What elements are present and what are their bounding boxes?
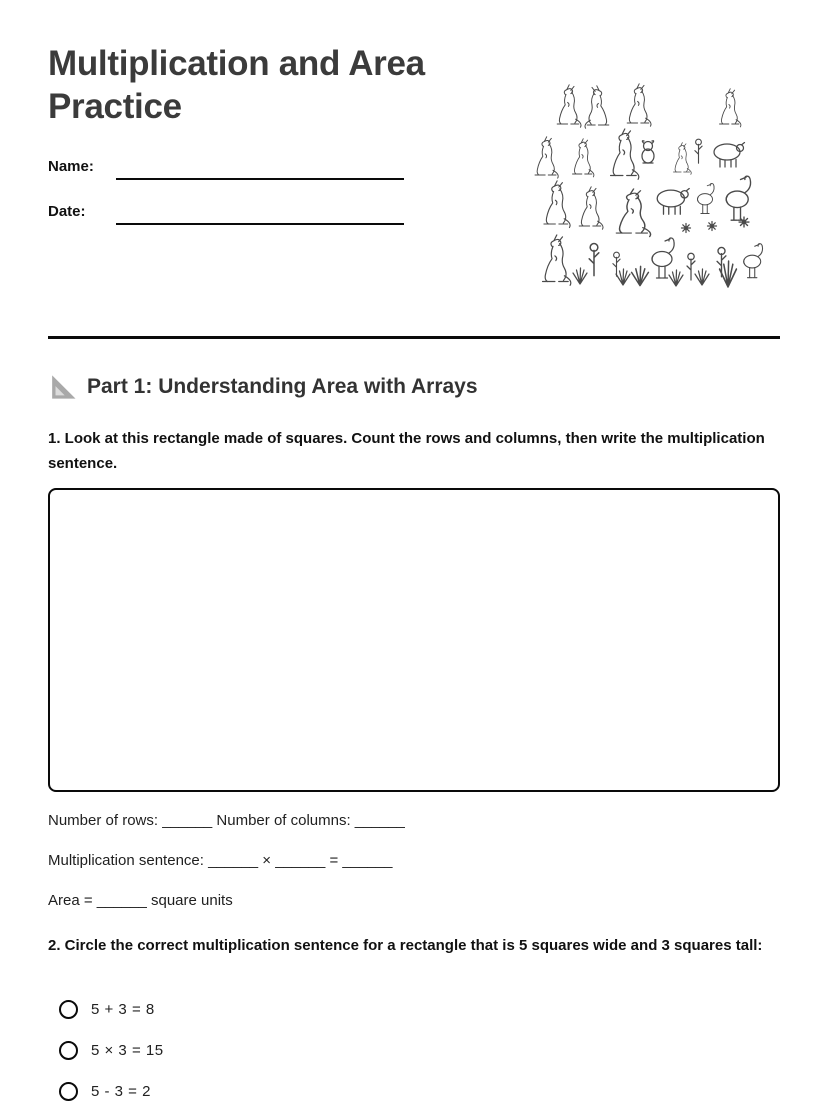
- question2-prompt: 2. Circle the correct multiplication sentence for a rectangle that is 5 squares wide and 3 squares tall:: [48, 937, 763, 954]
- multiplication-sentence-blank-line: Multiplication sentence: ______ × ______ = ______: [48, 852, 393, 869]
- set-square-icon: [48, 372, 78, 402]
- area-blank-line: Area = ______ square units: [48, 892, 233, 909]
- name-field-row: [48, 158, 116, 182]
- radio-circle-icon[interactable]: [59, 1082, 78, 1101]
- radio-circle-icon[interactable]: [59, 1041, 78, 1060]
- part1-heading: [48, 372, 478, 402]
- animals-sketch-illustration: [528, 76, 770, 288]
- part1-heading-text: Part 1: Understanding Area with Arrays: [87, 375, 478, 398]
- question1-prompt: 1. Look at this rectangle made of squares. Count the rows and columns, then write the multiplication sentence.: [48, 430, 765, 472]
- date-write-line: [116, 223, 404, 225]
- array-rectangle-box: [48, 488, 780, 792]
- name-label: Name:: [48, 158, 94, 175]
- question2-option-3[interactable]: [59, 1079, 151, 1103]
- date-label: Date:: [48, 203, 86, 220]
- rows-columns-blank-line: Number of rows: ______ Number of columns: ______: [48, 812, 405, 829]
- section-divider: [48, 336, 780, 339]
- page-title: Multiplication and Area Practice: [48, 44, 425, 126]
- question2-option-2[interactable]: [59, 1038, 164, 1062]
- option-label: 5 + 3 = 8: [91, 1000, 155, 1018]
- name-write-line: [116, 178, 404, 180]
- question2-option-1[interactable]: [59, 997, 155, 1021]
- date-field-row: [48, 203, 116, 227]
- option-label: 5 - 3 = 2: [91, 1082, 151, 1100]
- option-label: 5 × 3 = 15: [91, 1041, 164, 1059]
- radio-circle-icon[interactable]: [59, 1000, 78, 1019]
